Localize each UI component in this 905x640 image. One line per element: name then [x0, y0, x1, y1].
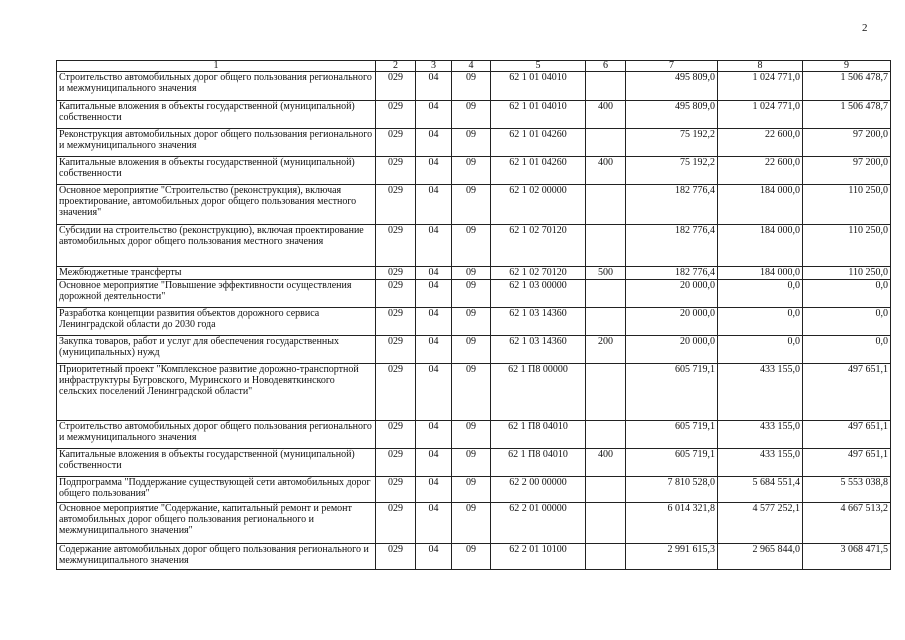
cell-amount-7: 20 000,0: [626, 336, 718, 364]
cell-subsection: 09: [452, 503, 491, 544]
table-row: [57, 308, 891, 336]
table-row: [57, 72, 891, 101]
cell-target-article: 62 1 02 70120: [491, 225, 586, 267]
cell-code: 029: [376, 364, 416, 421]
cell-amount-9: 97 200,0: [803, 129, 891, 157]
table-row: [57, 280, 891, 308]
row-name: Основное мероприятие "Строительство (реконструкция), включая проектирование, автомобильных дорог общего пользования местного значения": [57, 185, 376, 225]
cell-subsection: 09: [452, 225, 491, 267]
table-row: [57, 157, 891, 185]
cell-expense-type: [586, 280, 626, 308]
cell-expense-type: 400: [586, 101, 626, 129]
cell-amount-7: 7 810 528,0: [626, 477, 718, 503]
cell-expense-type: [586, 364, 626, 421]
cell-section: 04: [416, 336, 452, 364]
cell-subsection: 09: [452, 336, 491, 364]
row-name: Капитальные вложения в объекты государственной (муниципальной) собственности: [57, 157, 376, 185]
row-name: Субсидии на строительство (реконструкцию), включая проектирование автомобильных дорог общего пользования местного значения: [57, 225, 376, 267]
cell-target-article: 62 1 03 14360: [491, 336, 586, 364]
cell-target-article: 62 1 02 00000: [491, 185, 586, 225]
cell-amount-9: 1 506 478,7: [803, 72, 891, 101]
table-row: [57, 421, 891, 449]
row-name: Разработка концепции развития объектов дорожного сервиса Ленинградской области до 2030 года: [57, 308, 376, 336]
cell-code: 029: [376, 225, 416, 267]
row-name: Закупка товаров, работ и услуг для обеспечения государственных (муниципальных) нужд: [57, 336, 376, 364]
cell-subsection: 09: [452, 157, 491, 185]
cell-subsection: 09: [452, 101, 491, 129]
table-row: [57, 267, 891, 280]
cell-target-article: 62 1 01 04010: [491, 72, 586, 101]
cell-section: 04: [416, 364, 452, 421]
header-cell: 3: [416, 61, 452, 72]
cell-amount-8: 1 024 771,0: [718, 101, 803, 129]
cell-amount-7: 605 719,1: [626, 449, 718, 477]
row-name: Приоритетный проект "Комплексное развитие дорожно-транспортной инфраструктуры Бугровского, Муринского и Новодевяткинского сельских поселений Ленинградской области": [57, 364, 376, 421]
cell-subsection: 09: [452, 477, 491, 503]
cell-code: 029: [376, 129, 416, 157]
header-cell: 8: [718, 61, 803, 72]
cell-expense-type: 400: [586, 449, 626, 477]
cell-amount-8: 184 000,0: [718, 225, 803, 267]
cell-amount-8: 184 000,0: [718, 185, 803, 225]
cell-section: 04: [416, 129, 452, 157]
cell-code: 029: [376, 101, 416, 129]
page-number: 2: [862, 22, 868, 34]
cell-target-article: 62 1 01 04260: [491, 157, 586, 185]
budget-table: [56, 60, 891, 570]
cell-section: 04: [416, 503, 452, 544]
cell-code: 029: [376, 267, 416, 280]
cell-amount-8: 5 684 551,4: [718, 477, 803, 503]
cell-code: 029: [376, 336, 416, 364]
header-cell: 2: [376, 61, 416, 72]
cell-expense-type: [586, 72, 626, 101]
cell-amount-8: 0,0: [718, 308, 803, 336]
cell-section: 04: [416, 185, 452, 225]
cell-expense-type: [586, 185, 626, 225]
cell-expense-type: [586, 421, 626, 449]
cell-section: 04: [416, 267, 452, 280]
cell-target-article: 62 1 03 00000: [491, 280, 586, 308]
cell-amount-8: 184 000,0: [718, 267, 803, 280]
cell-amount-8: 2 965 844,0: [718, 544, 803, 570]
cell-amount-7: 6 014 321,8: [626, 503, 718, 544]
cell-section: 04: [416, 421, 452, 449]
cell-subsection: 09: [452, 308, 491, 336]
cell-amount-7: 182 776,4: [626, 267, 718, 280]
cell-section: 04: [416, 477, 452, 503]
cell-amount-7: 182 776,4: [626, 185, 718, 225]
table-row: [57, 185, 891, 225]
cell-amount-8: 433 155,0: [718, 449, 803, 477]
table-row: [57, 336, 891, 364]
cell-amount-9: 0,0: [803, 336, 891, 364]
cell-expense-type: [586, 544, 626, 570]
cell-amount-7: 182 776,4: [626, 225, 718, 267]
cell-amount-8: 0,0: [718, 336, 803, 364]
cell-section: 04: [416, 72, 452, 101]
cell-section: 04: [416, 225, 452, 267]
cell-expense-type: [586, 225, 626, 267]
cell-expense-type: [586, 308, 626, 336]
cell-subsection: 09: [452, 185, 491, 225]
header-cell: 4: [452, 61, 491, 72]
header-cell: 1: [57, 61, 376, 72]
header-row: [57, 61, 891, 72]
cell-target-article: 62 1 П8 04010: [491, 449, 586, 477]
cell-amount-9: 3 068 471,5: [803, 544, 891, 570]
cell-code: 029: [376, 503, 416, 544]
cell-amount-8: 4 577 252,1: [718, 503, 803, 544]
cell-code: 029: [376, 477, 416, 503]
table-row: [57, 503, 891, 544]
cell-target-article: 62 1 01 04010: [491, 101, 586, 129]
row-name: Капитальные вложения в объекты государственной (муниципальной) собственности: [57, 449, 376, 477]
cell-amount-9: 5 553 038,8: [803, 477, 891, 503]
table-row: [57, 225, 891, 267]
cell-amount-9: 4 667 513,2: [803, 503, 891, 544]
cell-amount-9: 110 250,0: [803, 267, 891, 280]
cell-expense-type: 200: [586, 336, 626, 364]
cell-subsection: 09: [452, 544, 491, 570]
cell-target-article: 62 1 П8 04010: [491, 421, 586, 449]
cell-target-article: 62 2 01 10100: [491, 544, 586, 570]
cell-expense-type: 500: [586, 267, 626, 280]
row-name: Основное мероприятие "Повышение эффективности осуществления дорожной деятельности": [57, 280, 376, 308]
table-row: [57, 101, 891, 129]
row-name: Строительство автомобильных дорог общего пользования регионального и межмуниципального значения: [57, 72, 376, 101]
cell-amount-7: 20 000,0: [626, 280, 718, 308]
cell-amount-9: 497 651,1: [803, 364, 891, 421]
cell-subsection: 09: [452, 280, 491, 308]
header-cell: 6: [586, 61, 626, 72]
table-row: [57, 129, 891, 157]
cell-section: 04: [416, 157, 452, 185]
row-name: Межбюджетные трансферты: [57, 267, 376, 280]
cell-expense-type: [586, 503, 626, 544]
cell-amount-7: 75 192,2: [626, 129, 718, 157]
cell-expense-type: 400: [586, 157, 626, 185]
cell-section: 04: [416, 101, 452, 129]
cell-target-article: 62 1 01 04260: [491, 129, 586, 157]
cell-amount-8: 22 600,0: [718, 157, 803, 185]
cell-expense-type: [586, 477, 626, 503]
row-name: Реконструкция автомобильных дорог общего пользования регионального и межмуниципального значения: [57, 129, 376, 157]
cell-target-article: 62 1 03 14360: [491, 308, 586, 336]
cell-subsection: 09: [452, 364, 491, 421]
cell-amount-9: 110 250,0: [803, 185, 891, 225]
row-name: Строительство автомобильных дорог общего пользования регионального и межмуниципального значения: [57, 421, 376, 449]
table-row: [57, 364, 891, 421]
cell-code: 029: [376, 280, 416, 308]
header-cell: 7: [626, 61, 718, 72]
cell-code: 029: [376, 185, 416, 225]
cell-section: 04: [416, 280, 452, 308]
cell-amount-9: 97 200,0: [803, 157, 891, 185]
table-row: [57, 544, 891, 570]
cell-amount-8: 1 024 771,0: [718, 72, 803, 101]
cell-code: 029: [376, 157, 416, 185]
cell-target-article: 62 2 01 00000: [491, 503, 586, 544]
cell-amount-8: 433 155,0: [718, 421, 803, 449]
cell-code: 029: [376, 72, 416, 101]
cell-subsection: 09: [452, 72, 491, 101]
header-cell: 5: [491, 61, 586, 72]
cell-subsection: 09: [452, 267, 491, 280]
cell-amount-9: 0,0: [803, 280, 891, 308]
cell-code: 029: [376, 449, 416, 477]
cell-target-article: 62 1 02 70120: [491, 267, 586, 280]
header-cell: 9: [803, 61, 891, 72]
cell-amount-7: 20 000,0: [626, 308, 718, 336]
cell-code: 029: [376, 421, 416, 449]
table-row: [57, 477, 891, 503]
row-name: Капитальные вложения в объекты государственной (муниципальной) собственности: [57, 101, 376, 129]
cell-amount-7: 495 809,0: [626, 72, 718, 101]
cell-expense-type: [586, 129, 626, 157]
cell-amount-8: 0,0: [718, 280, 803, 308]
cell-subsection: 09: [452, 421, 491, 449]
cell-amount-7: 75 192,2: [626, 157, 718, 185]
table-row: [57, 449, 891, 477]
cell-amount-9: 1 506 478,7: [803, 101, 891, 129]
cell-section: 04: [416, 308, 452, 336]
cell-amount-9: 0,0: [803, 308, 891, 336]
row-name: Подпрограмма "Поддержание существующей сети автомобильных дорог общего пользования": [57, 477, 376, 503]
cell-section: 04: [416, 544, 452, 570]
cell-amount-9: 497 651,1: [803, 449, 891, 477]
cell-amount-7: 2 991 615,3: [626, 544, 718, 570]
row-name: Основное мероприятие "Содержание, капитальный ремонт и ремонт автомобильных дорог общего пользования регионального и межмуниципального значения": [57, 503, 376, 544]
cell-code: 029: [376, 308, 416, 336]
cell-target-article: 62 2 00 00000: [491, 477, 586, 503]
cell-target-article: 62 1 П8 00000: [491, 364, 586, 421]
cell-amount-7: 605 719,1: [626, 421, 718, 449]
cell-amount-7: 605 719,1: [626, 364, 718, 421]
cell-code: 029: [376, 544, 416, 570]
cell-section: 04: [416, 449, 452, 477]
cell-amount-9: 497 651,1: [803, 421, 891, 449]
cell-amount-8: 22 600,0: [718, 129, 803, 157]
cell-subsection: 09: [452, 129, 491, 157]
row-name: Содержание автомобильных дорог общего пользования регионального и межмуниципального значения: [57, 544, 376, 570]
cell-amount-7: 495 809,0: [626, 101, 718, 129]
cell-amount-8: 433 155,0: [718, 364, 803, 421]
cell-amount-9: 110 250,0: [803, 225, 891, 267]
cell-subsection: 09: [452, 449, 491, 477]
